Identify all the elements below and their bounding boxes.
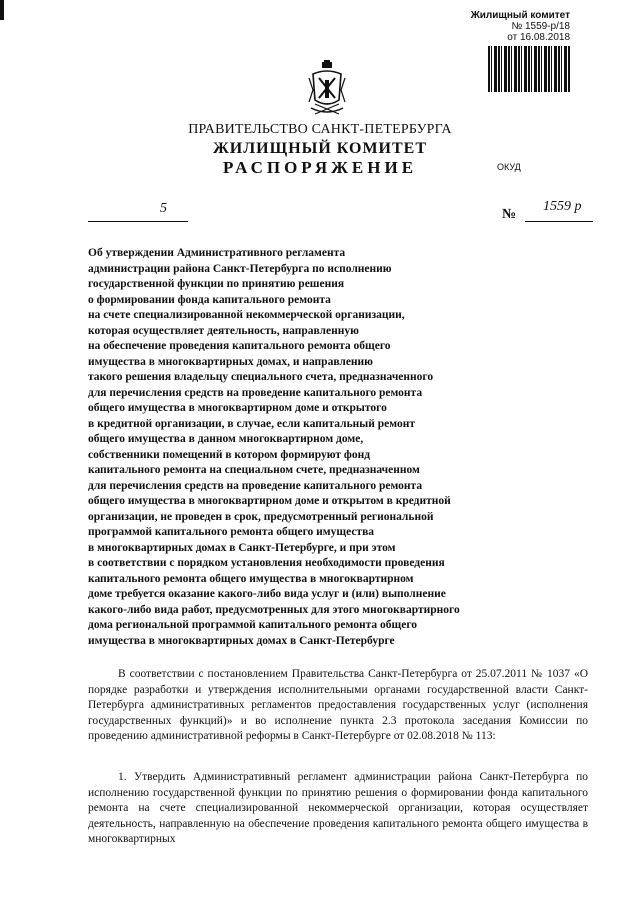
title-line: в кредитной организации, в случае, если капитальный ремонт bbox=[88, 417, 415, 430]
title-line: дома региональной программой капитального ремонта общего bbox=[88, 619, 418, 631]
title-line: на обеспечение проведения капитального ремонта общего bbox=[88, 340, 391, 352]
item-1-paragraph: 1. Утвердить Административный регламент администрации района Санкт-Петербурга по исполнению государственной функции по принятию решения о формировании фонда капитального ремонта на счете специализированной некоммерческой организации, которая осуществляет деятельность, направленную на обеспечение проведения капитального ремонта общего имущества в многоквартирных bbox=[88, 771, 588, 845]
title-line: какого-либо вида работ, предусмотренных для этого многоквартирного bbox=[88, 603, 460, 616]
stamp-date: от 16.08.2018 bbox=[507, 32, 570, 43]
stamp-title: Жилищный комитет bbox=[470, 10, 570, 21]
title-line: доме требуется оказание какого-либо вида услуг и (или) выполнение bbox=[88, 588, 446, 600]
title-line: которая осуществляет деятельность, направленную bbox=[88, 324, 359, 337]
title-line: о формировании фонда капитального ремонта bbox=[88, 293, 331, 306]
title-line: капитального ремонта общего имущества в многоквартирном bbox=[88, 572, 414, 585]
preamble-paragraph: В соответствии с постановлением Правительства Санкт-Петербурга от 25.07.2011 № 1037 «О порядке разработки и утверждения исполнительными органами государственной власти Санкт-Петербурга административных регламентов предоставления государственных услуг (исполнения государственных функций)» и во исполнение пункта 2.3 протокола заседания Комиссии по проведению административной реформы в Санкт-Петербурге от 02.08.2018 № 113: bbox=[88, 668, 588, 742]
title-line: общего имущества в многоквартирном доме и открытого bbox=[88, 402, 387, 414]
date-field bbox=[88, 201, 188, 222]
title-line: для перечисления средств на проведение капитального ремонта bbox=[88, 386, 423, 399]
document-type: РАСПОРЯЖЕНИЕ bbox=[222, 158, 418, 177]
title-line: в многоквартирных домах в Санкт-Петербурге, и при этом bbox=[88, 541, 396, 554]
title-line: на счете специализированной некоммерческой организации, bbox=[88, 309, 405, 321]
title-line: собственники помещений в котором формируют фонд bbox=[88, 448, 371, 461]
page-edge-mark bbox=[0, 0, 4, 20]
title-line: имущества в многоквартирных домах в Санкт-Петербурге bbox=[88, 634, 395, 647]
registration-stamp bbox=[471, 10, 570, 92]
title-line: такого решения владельцу специального счета, предназначенного bbox=[88, 371, 434, 383]
stamp-number: № 1559-р/18 bbox=[511, 21, 570, 32]
barcode bbox=[488, 46, 570, 92]
title-line: администрации района Санкт-Петербурга по исполнению bbox=[88, 262, 392, 275]
title-line: капитального ремонта на специальном счете, предназначенном bbox=[88, 464, 420, 476]
title-line: организации, не проведен в срок, предусмотренный региональной bbox=[88, 510, 434, 523]
committee-name: ЖИЛИЩНЫЙ КОМИТЕТ bbox=[212, 140, 427, 157]
title-line: имущества в многоквартирных домах, и направлению bbox=[88, 355, 373, 368]
title-line: общего имущества в многоквартирном доме и открытом в кредитной bbox=[88, 495, 451, 507]
title-line: Об утверждении Административного регламента bbox=[88, 247, 346, 259]
title-line: государственной функции по принятию решения bbox=[88, 278, 345, 290]
government-name: ПРАВИТЕЛЬСТВО САНКТ-ПЕТЕРБУРГА bbox=[188, 122, 452, 137]
document-title bbox=[88, 246, 508, 649]
title-line: для перечисления средств на проведение капитального ремонта bbox=[88, 479, 423, 492]
title-line: в соответствии с порядком установления необходимости проведения bbox=[88, 557, 445, 569]
date-handwriting: 5 bbox=[160, 201, 167, 216]
title-line: программой капитального ремонта общего имущества bbox=[88, 526, 375, 538]
coat-of-arms-icon bbox=[305, 60, 349, 120]
okud-label: ОКУД bbox=[497, 162, 521, 172]
number-handwriting: 1559 р bbox=[543, 199, 582, 214]
number-field bbox=[525, 199, 593, 222]
number-label: № bbox=[502, 207, 517, 222]
title-line: общего имущества в данном многоквартирном доме, bbox=[88, 433, 364, 445]
